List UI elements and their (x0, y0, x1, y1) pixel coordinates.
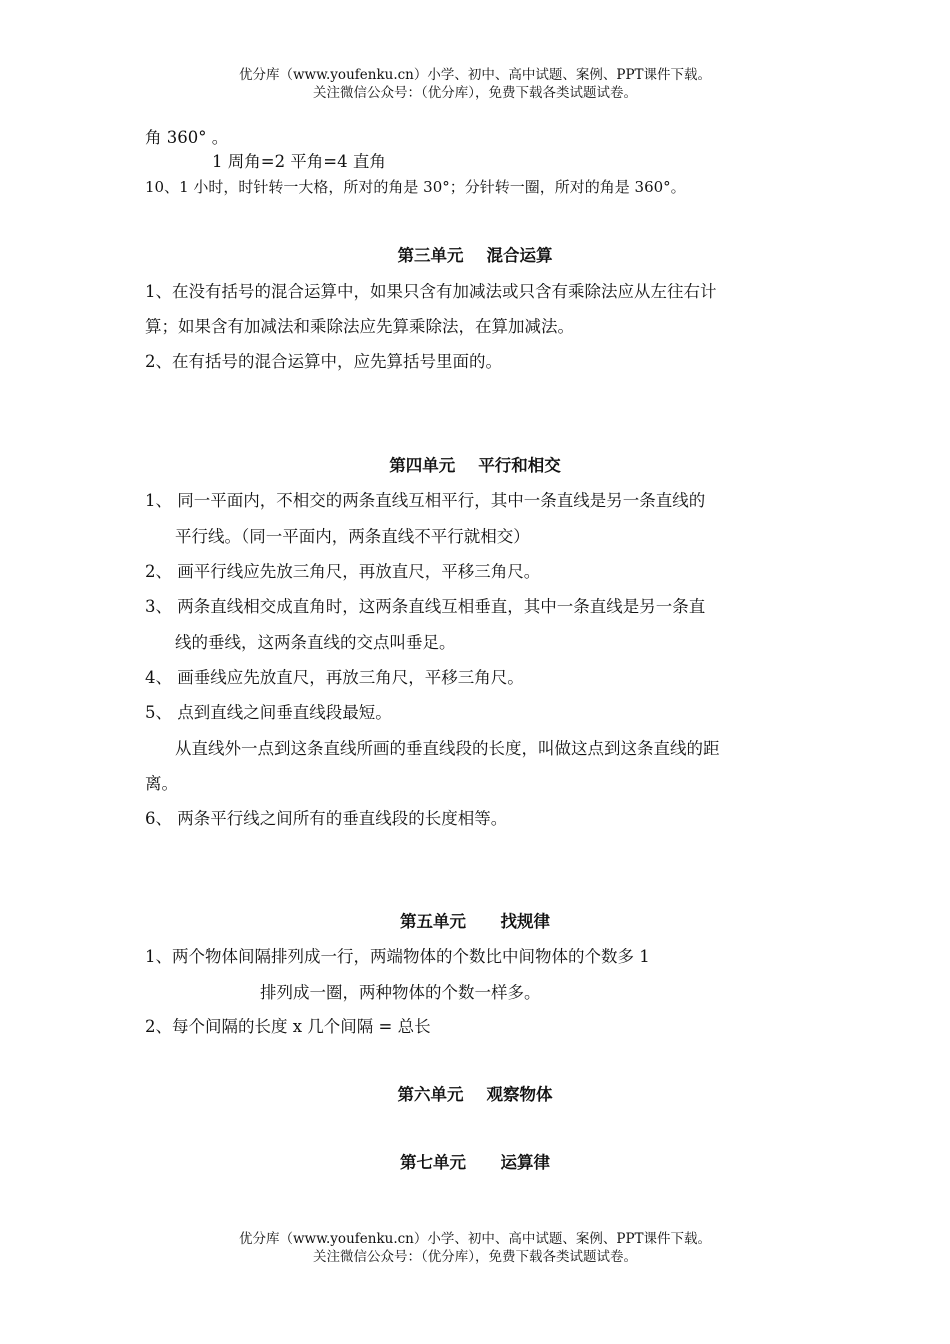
unit4-item-2: 2、 画平行线应先放三角尺，再放直尺，平移三角尺。 (145, 562, 541, 581)
header-line-1: 优分库（www.youfenku.cn）小学、初中、高中试题、案例、PPT课件下载。 (238, 67, 712, 83)
unit4-item-5-note-line-1: 从直线外一点到这条直线所画的垂直线段的长度，叫做这点到这条直线的距 (175, 739, 720, 758)
unit4-item-5-note-line-2: 离。 (145, 774, 178, 793)
unit5-item-2: 2、每个间隔的长度 x 几个间隔 = 总长 (145, 1017, 431, 1036)
unit4-item-3-line-2: 线的垂线，这两条直线的交点叫垂足。 (175, 633, 456, 652)
unit5-title: 第五单元 找规律 (400, 912, 550, 931)
unit7-title: 第七单元 运算律 (400, 1153, 550, 1172)
unit5-item-1-line-2: 排列成一圈，两种物体的个数一样多。 (260, 983, 541, 1002)
unit2-tail-line-2: 1 周角=2 平角=4 直角 (212, 152, 386, 171)
unit3-item-1-line-2: 算；如果含有加减法和乘除法应先算乘除法，在算加减法。 (145, 317, 574, 336)
unit4-item-6: 6、 两条平行线之间所有的垂直线段的长度相等。 (145, 809, 508, 828)
unit2-tail-line-1: 角 360° 。 (145, 128, 229, 147)
unit4-item-4: 4、 画垂线应先放直尺，再放三角尺，平移三角尺。 (145, 668, 524, 687)
unit4-item-3-line-1: 3、 两条直线相交成直角时，这两条直线互相垂直，其中一条直线是另一条直 (145, 597, 706, 616)
unit3-title: 第三单元 混合运算 (397, 246, 553, 265)
footer-line-1: 优分库（www.youfenku.cn）小学、初中、高中试题、案例、PPT课件下载。 (238, 1231, 712, 1247)
header-line-2: 关注微信公众号：（优分库），免费下载各类试题试卷。 (313, 85, 637, 101)
unit4-item-5: 5、 点到直线之间垂直线段最短。 (145, 703, 392, 722)
unit6-title: 第六单元 观察物体 (397, 1085, 553, 1104)
page-footer (0, 1230, 950, 1266)
unit4-title: 第四单元 平行和相交 (389, 456, 561, 475)
unit4-item-1-line-2: 平行线。（同一平面内，两条直线不平行就相交） (175, 527, 530, 546)
unit3-item-1-line-1: 1、在没有括号的混合运算中，如果只含有加减法或只含有乘除法应从左往右计 (145, 282, 717, 301)
page-header (0, 66, 950, 102)
unit4-item-1-line-1: 1、 同一平面内，不相交的两条直线互相平行，其中一条直线是另一条直线的 (145, 491, 706, 510)
unit2-tail-line-3: 10、1 小时，时针转一大格，所对的角是 30°；分针转一圈，所对的角是 360°。 (145, 178, 686, 196)
unit3-item-2: 2、在有括号的混合运算中，应先算括号里面的。 (145, 352, 502, 371)
unit5-item-1-line-1: 1、两个物体间隔排列成一行，两端物体的个数比中间物体的个数多 1 (145, 947, 650, 966)
footer-line-2: 关注微信公众号：（优分库），免费下载各类试题试卷。 (313, 1249, 637, 1265)
